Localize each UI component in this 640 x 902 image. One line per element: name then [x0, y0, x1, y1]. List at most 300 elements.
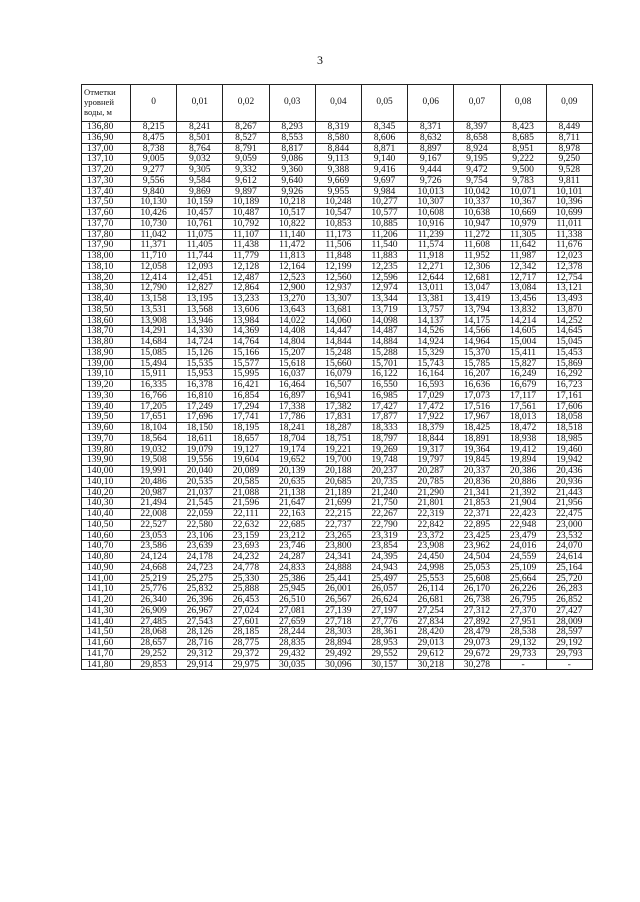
table-cell: 18,195: [223, 423, 269, 434]
table-cell: 10,517: [269, 208, 315, 219]
table-row: [82, 595, 593, 606]
table-cell: 16,985: [361, 390, 407, 401]
table-cell: 19,652: [269, 455, 315, 466]
table-cell: 12,717: [500, 272, 546, 283]
table-cell: 11,405: [177, 240, 223, 251]
table-cell: 17,922: [408, 412, 454, 423]
table-cell: 23,265: [315, 530, 361, 541]
table-cell: 10,947: [454, 218, 500, 229]
water-level-cell: 138,10: [82, 261, 131, 272]
table-cell: 11,676: [546, 240, 592, 251]
table-row: [82, 562, 593, 573]
table-cell: 20,936: [546, 476, 592, 487]
table-cell: 17,651: [131, 412, 177, 423]
header-col: 0,02: [223, 85, 269, 122]
table-cell: 10,979: [500, 218, 546, 229]
table-cell: 15,411: [500, 347, 546, 358]
table-cell: 28,126: [177, 627, 223, 638]
table-cell: 29,914: [177, 659, 223, 670]
table-cell: 14,252: [546, 315, 592, 326]
table-cell: 13,195: [177, 294, 223, 305]
table-cell: 14,098: [361, 315, 407, 326]
header-col: 0,06: [408, 85, 454, 122]
table-row: [82, 369, 593, 380]
table-row: [82, 272, 593, 283]
water-level-cell: 140,30: [82, 498, 131, 509]
table-cell: 17,831: [315, 412, 361, 423]
table-cell: 19,991: [131, 466, 177, 477]
table-cell: 12,271: [408, 261, 454, 272]
table-cell: 9,783: [500, 175, 546, 186]
table-cell: 12,900: [269, 283, 315, 294]
water-level-cell: 141,10: [82, 584, 131, 595]
table-cell: 18,564: [131, 433, 177, 444]
table-cell: 15,329: [408, 347, 454, 358]
water-level-cell: 139,90: [82, 455, 131, 466]
table-cell: 10,130: [131, 197, 177, 208]
water-level-cell: 138,00: [82, 251, 131, 262]
table-cell: 13,757: [408, 304, 454, 315]
table-cell: 15,085: [131, 347, 177, 358]
header-col: 0,01: [177, 85, 223, 122]
table-cell: 22,790: [361, 519, 407, 530]
table-cell: 23,425: [454, 530, 500, 541]
table-cell: 14,022: [269, 315, 315, 326]
table-cell: 27,427: [546, 605, 592, 616]
water-level-cell: 139,30: [82, 390, 131, 401]
table-cell: 15,953: [177, 369, 223, 380]
table-cell: 29,793: [546, 648, 592, 659]
table-cell: 9,640: [269, 175, 315, 186]
table-cell: 9,500: [500, 165, 546, 176]
table-cell: 19,269: [361, 444, 407, 455]
table-cell: 8,423: [500, 122, 546, 133]
table-cell: 8,449: [546, 122, 592, 133]
table-cell: 8,527: [223, 132, 269, 143]
table-cell: 23,908: [408, 541, 454, 552]
table-cell: 12,306: [454, 261, 500, 272]
table-cell: 16,249: [500, 369, 546, 380]
table-cell: 16,897: [269, 390, 315, 401]
table-cell: 15,743: [408, 358, 454, 369]
table-cell: 28,716: [177, 638, 223, 649]
table-cell: 14,684: [131, 337, 177, 348]
table-cell: 8,475: [131, 132, 177, 143]
header-col: 0,09: [546, 85, 592, 122]
water-level-cell: 139,40: [82, 401, 131, 412]
table-cell: 26,057: [361, 584, 407, 595]
water-level-cell: 137,50: [82, 197, 131, 208]
table-cell: 9,472: [454, 165, 500, 176]
water-level-cell: 139,60: [82, 423, 131, 434]
table-cell: 17,516: [454, 401, 500, 412]
table-row: [82, 466, 593, 477]
table-cell: 26,340: [131, 595, 177, 606]
table-cell: 15,618: [269, 358, 315, 369]
table-cell: 8,632: [408, 132, 454, 143]
table-row: [82, 261, 593, 272]
table-cell: 9,444: [408, 165, 454, 176]
table-cell: 11,744: [177, 251, 223, 262]
table-cell: 25,109: [500, 562, 546, 573]
table-cell: 12,523: [269, 272, 315, 283]
table-cell: 21,088: [223, 487, 269, 498]
table-cell: 14,605: [500, 326, 546, 337]
table-cell: 17,294: [223, 401, 269, 412]
table-cell: 23,532: [546, 530, 592, 541]
table-cell: 10,337: [454, 197, 500, 208]
table-cell: 29,013: [408, 638, 454, 649]
table-cell: 13,794: [454, 304, 500, 315]
table-cell: 25,275: [177, 573, 223, 584]
water-level-cell: 137,60: [82, 208, 131, 219]
table-cell: 24,232: [223, 552, 269, 563]
table-cell: 11,472: [269, 240, 315, 251]
table-cell: 9,754: [454, 175, 500, 186]
table-cell: 29,432: [269, 648, 315, 659]
table-cell: 17,786: [269, 412, 315, 423]
table-cell: 21,750: [361, 498, 407, 509]
water-level-cell: 140,50: [82, 519, 131, 530]
table-cell: 25,664: [500, 573, 546, 584]
table-cell: 11,272: [454, 229, 500, 240]
table-cell: 8,978: [546, 143, 592, 154]
table-cell: 26,852: [546, 595, 592, 606]
water-level-cell: 138,50: [82, 304, 131, 315]
table-row: [82, 154, 593, 165]
table-row: [82, 648, 593, 659]
water-level-cell: 141,00: [82, 573, 131, 584]
table-cell: 11,710: [131, 251, 177, 262]
table-cell: 17,696: [177, 412, 223, 423]
water-level-cell: 141,40: [82, 616, 131, 627]
water-level-cell: 138,90: [82, 347, 131, 358]
table-cell: 13,870: [546, 304, 592, 315]
table-cell: 13,643: [269, 304, 315, 315]
header-col: 0: [131, 85, 177, 122]
table-cell: 25,720: [546, 573, 592, 584]
table-cell: 8,553: [269, 132, 315, 143]
table-cell: 24,614: [546, 552, 592, 563]
table-cell: 26,795: [500, 595, 546, 606]
table-cell: 21,545: [177, 498, 223, 509]
table-cell: 9,305: [177, 165, 223, 176]
table-cell: 12,596: [361, 272, 407, 283]
table-cell: 8,658: [454, 132, 500, 143]
table-cell: 11,987: [500, 251, 546, 262]
table-cell: 20,089: [223, 466, 269, 477]
table-cell: 26,909: [131, 605, 177, 616]
table-cell: 18,518: [546, 423, 592, 434]
table-cell: 24,070: [546, 541, 592, 552]
table-cell: 12,644: [408, 272, 454, 283]
table-cell: 10,277: [361, 197, 407, 208]
table-row: [82, 552, 593, 563]
table-cell: 25,441: [315, 573, 361, 584]
table-cell: 9,697: [361, 175, 407, 186]
water-level-cell: 140,10: [82, 476, 131, 487]
water-level-cell: 137,10: [82, 154, 131, 165]
table-cell: 19,079: [177, 444, 223, 455]
table-cell: 24,559: [500, 552, 546, 563]
table-cell: 26,967: [177, 605, 223, 616]
water-level-cell: 139,80: [82, 444, 131, 455]
table-cell: 9,195: [454, 154, 500, 165]
table-cell: 22,685: [269, 519, 315, 530]
table-cell: 22,059: [177, 509, 223, 520]
table-cell: 14,526: [408, 326, 454, 337]
table-cell: 27,718: [315, 616, 361, 627]
table-cell: 29,612: [408, 648, 454, 659]
table-cell: 28,420: [408, 627, 454, 638]
table-cell: 10,853: [315, 218, 361, 229]
table-cell: 15,126: [177, 347, 223, 358]
table-cell: 18,379: [408, 423, 454, 434]
table-row: [82, 337, 593, 348]
table-cell: 24,016: [500, 541, 546, 552]
table-cell: 19,221: [315, 444, 361, 455]
table-cell: 22,163: [269, 509, 315, 520]
table-cell: 18,844: [408, 433, 454, 444]
table-cell: 13,719: [361, 304, 407, 315]
table-cell: 11,338: [546, 229, 592, 240]
table-cell: 21,956: [546, 498, 592, 509]
table-cell: 21,392: [500, 487, 546, 498]
table-cell: 26,624: [361, 595, 407, 606]
table-cell: 20,735: [361, 476, 407, 487]
table-cell: 9,167: [408, 154, 454, 165]
table-cell: 19,748: [361, 455, 407, 466]
table-cell: 9,113: [315, 154, 361, 165]
table-cell: 9,669: [315, 175, 361, 186]
table-cell: 20,337: [454, 466, 500, 477]
table-cell: 11,011: [546, 218, 592, 229]
table-cell: 13,011: [408, 283, 454, 294]
table-row: [82, 315, 593, 326]
table-cell: 18,104: [131, 423, 177, 434]
table-cell: 8,924: [454, 143, 500, 154]
table-cell: 16,810: [177, 390, 223, 401]
table-cell: 21,341: [454, 487, 500, 498]
table-cell: 11,918: [408, 251, 454, 262]
table-row: [82, 444, 593, 455]
table-cell: 8,817: [269, 143, 315, 154]
table-cell: 21,138: [269, 487, 315, 498]
table-cell: 30,278: [454, 659, 500, 670]
water-level-table: [81, 84, 593, 670]
table-cell: 8,791: [223, 143, 269, 154]
table-cell: 9,388: [315, 165, 361, 176]
table-cell: 28,303: [315, 627, 361, 638]
table-cell: 29,975: [223, 659, 269, 670]
table-cell: 14,645: [546, 326, 592, 337]
table-row: [82, 498, 593, 509]
table-cell: 13,531: [131, 304, 177, 315]
water-level-cell: 139,00: [82, 358, 131, 369]
table-cell: 21,801: [408, 498, 454, 509]
water-level-cell: 137,00: [82, 143, 131, 154]
water-level-cell: 141,30: [82, 605, 131, 616]
table-cell: 22,948: [500, 519, 546, 530]
header-water-level: Отметки уровней воды, м: [82, 85, 131, 122]
table-cell: 9,277: [131, 165, 177, 176]
table-row: [82, 476, 593, 487]
table-cell: 20,585: [223, 476, 269, 487]
table-cell: 18,657: [223, 433, 269, 444]
table-cell: 29,312: [177, 648, 223, 659]
table-cell: 23,586: [131, 541, 177, 552]
table-cell: 15,785: [454, 358, 500, 369]
table-cell: 13,984: [223, 315, 269, 326]
table-cell: 23,053: [131, 530, 177, 541]
table-cell: 27,139: [315, 605, 361, 616]
header-col: 0,08: [500, 85, 546, 122]
table-cell: 27,197: [361, 605, 407, 616]
table-cell: 8,951: [500, 143, 546, 154]
table-cell: 17,382: [315, 401, 361, 412]
water-level-cell: 139,70: [82, 433, 131, 444]
header-col: 0,05: [361, 85, 407, 122]
table-cell: 28,538: [500, 627, 546, 638]
table-cell: 17,117: [500, 390, 546, 401]
table-cell: 12,487: [223, 272, 269, 283]
table-cell: 18,891: [454, 433, 500, 444]
table-cell: 16,378: [177, 380, 223, 391]
table-cell: 19,460: [546, 444, 592, 455]
table-row: [82, 186, 593, 197]
table-cell: 12,790: [131, 283, 177, 294]
table-cell: 13,270: [269, 294, 315, 305]
table-row: [82, 423, 593, 434]
table-cell: 13,344: [361, 294, 407, 305]
water-level-cell: 140,90: [82, 562, 131, 573]
table-cell: 13,419: [454, 294, 500, 305]
table-cell: 26,510: [269, 595, 315, 606]
table-cell: 12,235: [361, 261, 407, 272]
table-cell: 27,081: [269, 605, 315, 616]
table-cell: 22,371: [454, 509, 500, 520]
table-cell: 12,560: [315, 272, 361, 283]
water-level-cell: 141,70: [82, 648, 131, 659]
table-cell: 15,701: [361, 358, 407, 369]
table-cell: 19,032: [131, 444, 177, 455]
table-cell: 12,164: [269, 261, 315, 272]
table-cell: 27,024: [223, 605, 269, 616]
table-cell: 27,892: [454, 616, 500, 627]
table-cell: 24,450: [408, 552, 454, 563]
water-level-cell: 140,70: [82, 541, 131, 552]
table-cell: 29,672: [454, 648, 500, 659]
table-header-row: [82, 85, 593, 122]
table-cell: 16,854: [223, 390, 269, 401]
table-cell: 28,775: [223, 638, 269, 649]
table-cell: 24,504: [454, 552, 500, 563]
table-cell: 20,139: [269, 466, 315, 477]
table-cell: 11,506: [315, 240, 361, 251]
table-cell: 12,093: [177, 261, 223, 272]
table-cell: 24,888: [315, 562, 361, 573]
table-cell: 8,319: [315, 122, 361, 133]
table-cell: 11,952: [454, 251, 500, 262]
water-level-cell: 137,80: [82, 229, 131, 240]
table-cell: 13,456: [500, 294, 546, 305]
table-cell: 8,293: [269, 122, 315, 133]
table-cell: 27,776: [361, 616, 407, 627]
table-cell: 10,669: [500, 208, 546, 219]
table-row: [82, 218, 593, 229]
table-cell: 13,047: [454, 283, 500, 294]
table-row: [82, 197, 593, 208]
table-cell: 18,611: [177, 433, 223, 444]
table-cell: 15,577: [223, 358, 269, 369]
table-cell: 16,464: [269, 380, 315, 391]
table-cell: 22,475: [546, 509, 592, 520]
water-level-cell: 139,10: [82, 369, 131, 380]
table-cell: 9,332: [223, 165, 269, 176]
table-row: [82, 530, 593, 541]
water-level-cell: 136,80: [82, 122, 131, 133]
table-cell: 9,250: [546, 154, 592, 165]
table-cell: 14,175: [454, 315, 500, 326]
table-cell: 29,192: [546, 638, 592, 649]
table-row: [82, 584, 593, 595]
table-cell: 13,158: [131, 294, 177, 305]
table-cell: 13,606: [223, 304, 269, 315]
table-cell: 10,730: [131, 218, 177, 229]
table-cell: 18,013: [500, 412, 546, 423]
water-level-cell: 137,40: [82, 186, 131, 197]
table-cell: 8,580: [315, 132, 361, 143]
table-cell: 14,214: [500, 315, 546, 326]
table-row: [82, 380, 593, 391]
table-cell: 20,486: [131, 476, 177, 487]
table-cell: 15,207: [269, 347, 315, 358]
table-cell: 11,140: [269, 229, 315, 240]
table-cell: 16,507: [315, 380, 361, 391]
table-cell: 9,811: [546, 175, 592, 186]
table-row: [82, 283, 593, 294]
table-cell: 10,761: [177, 218, 223, 229]
table-cell: 22,580: [177, 519, 223, 530]
table-row: [82, 347, 593, 358]
table-row: [82, 627, 593, 638]
table-cell: 22,267: [361, 509, 407, 520]
table-cell: 8,345: [361, 122, 407, 133]
table-cell: 15,869: [546, 358, 592, 369]
table-cell: 9,032: [177, 154, 223, 165]
table-cell: -: [500, 659, 546, 670]
table-cell: 11,540: [361, 240, 407, 251]
table-cell: 9,005: [131, 154, 177, 165]
table-cell: 29,372: [223, 648, 269, 659]
table-row: [82, 401, 593, 412]
table-cell: 13,121: [546, 283, 592, 294]
table-cell: 21,037: [177, 487, 223, 498]
table-cell: 19,797: [408, 455, 454, 466]
table-cell: 18,287: [315, 423, 361, 434]
table-cell: 9,140: [361, 154, 407, 165]
water-level-cell: 138,20: [82, 272, 131, 283]
table-cell: 8,844: [315, 143, 361, 154]
table-cell: 24,178: [177, 552, 223, 563]
table-cell: 8,897: [408, 143, 454, 154]
table-cell: 9,360: [269, 165, 315, 176]
table-cell: 25,164: [546, 562, 592, 573]
table-cell: 16,164: [408, 369, 454, 380]
table-cell: 18,985: [546, 433, 592, 444]
table-cell: 27,312: [454, 605, 500, 616]
table-cell: 15,995: [223, 369, 269, 380]
